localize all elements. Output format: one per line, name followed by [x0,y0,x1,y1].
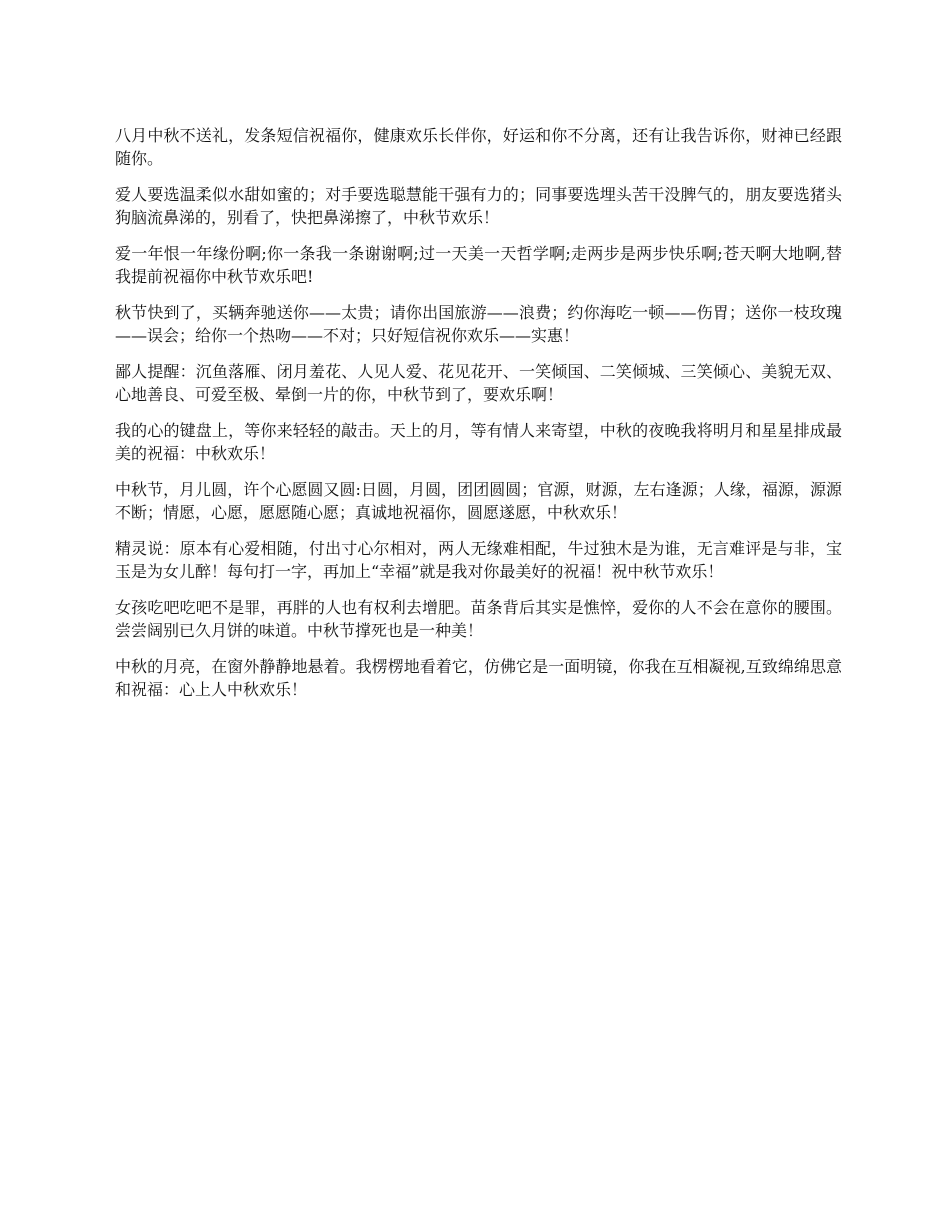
document-body [115,124,842,714]
paragraph: 爱一年恨一年缘份啊;你一条我一条谢谢啊;过一天美一天哲学啊;走两步是两步快乐啊;苍天啊大地啊,替我提前祝福你中秋节欢乐吧! [115,244,842,286]
paragraph: 我的心的键盘上，等你来轻轻的敲击。天上的月，等有情人来寄望，中秋的夜晚我将明月和星星排成最美的祝福：中秋欢乐！ [115,421,842,463]
paragraph: 秋节快到了，买辆奔驰送你——太贵；请你出国旅游——浪费；约你海吃一顿——伤胃；送你一枝玫瑰——误会；给你一个热吻——不对；只好短信祝你欢乐——实惠！ [115,303,842,345]
paragraph: 女孩吃吧吃吧不是罪，再胖的人也有权利去增肥。苗条背后其实是憔悴，爱你的人不会在意你的腰围。尝尝阔别已久月饼的味道。中秋节撑死也是一种美！ [115,598,842,640]
paragraph: 中秋节，月儿圆，许个心愿圆又圆:日圆，月圆，团团圆圆；官源，财源，左右逢源；人缘，福源，源源不断；情愿，心愿，愿愿随心愿；真诚地祝福你，圆愿遂愿，中秋欢乐！ [115,480,842,522]
paragraph: 爱人要选温柔似水甜如蜜的；对手要选聪慧能干强有力的；同事要选埋头苦干没脾气的，朋友要选猪头狗脑流鼻涕的，别看了，快把鼻涕擦了，中秋节欢乐！ [115,185,842,227]
paragraph: 八月中秋不送礼，发条短信祝福你，健康欢乐长伴你，好运和你不分离，还有让我告诉你，财神已经跟随你。 [115,126,842,168]
paragraph: 鄙人提醒：沉鱼落雁、闭月羞花、人见人爱、花见花开、一笑倾国、二笑倾城、三笑倾心、美貌无双、心地善良、可爱至极、晕倒一片的你，中秋节到了，要欢乐啊！ [115,362,842,404]
paragraph: 精灵说：原本有心爱相随，付出寸心尔相对，两人无缘难相配，牛过独木是为谁，无言难评是与非，宝玉是为女儿醉！每句打一字，再加上“幸福”就是我对你最美好的祝福！祝中秋节欢乐！ [115,539,842,581]
paragraph: 中秋的月亮，在窗外静静地悬着。我楞楞地看着它，仿佛它是一面明镜，你我在互相凝视,互致绵绵思意和祝福：心上人中秋欢乐！ [115,657,842,699]
